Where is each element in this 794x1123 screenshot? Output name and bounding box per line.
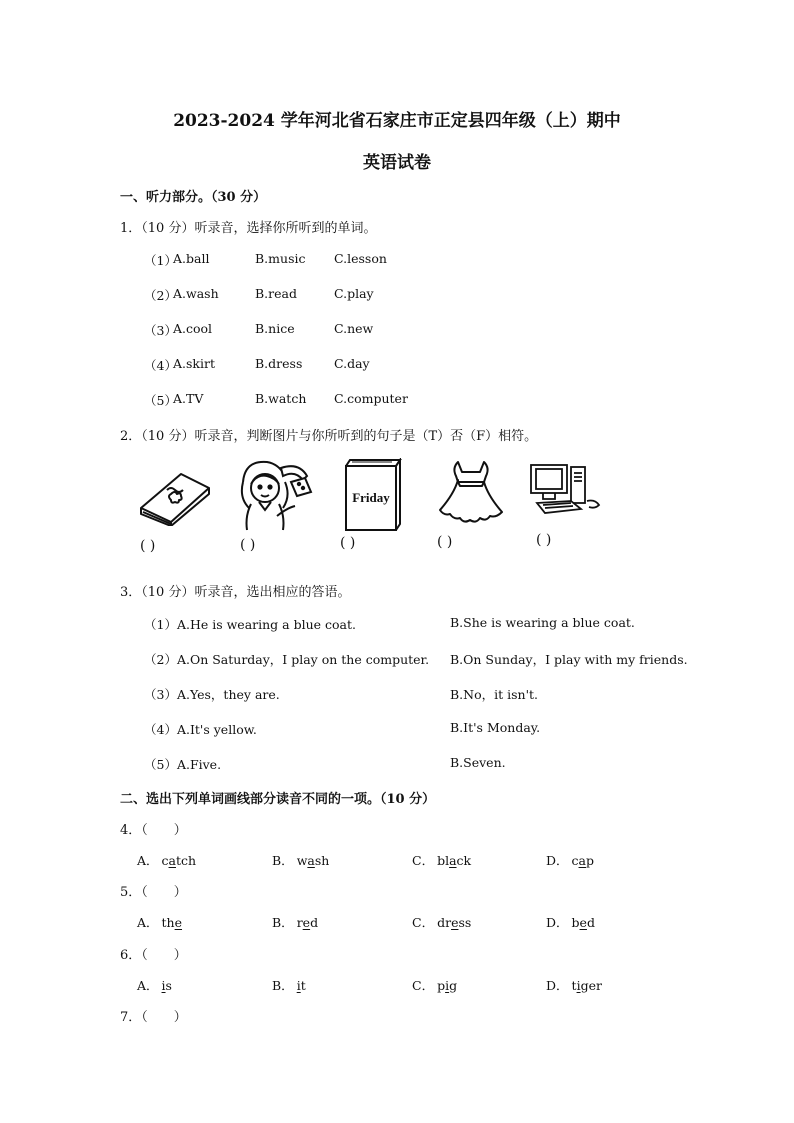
section2-heading: 二、选出下列单词画线部分读音不同的一项。（10 分） xyxy=(120,792,436,807)
dress-picture xyxy=(436,460,506,526)
word-option xyxy=(546,851,594,869)
underlined-letters: a xyxy=(168,853,176,868)
word-suffix: d xyxy=(586,915,595,930)
word-option xyxy=(546,976,602,994)
word-prefix: c xyxy=(571,853,579,868)
q1-option-c: C.new xyxy=(334,321,374,336)
underlined-letters: i xyxy=(445,978,450,993)
q3-option-a: （5）A.Five. xyxy=(144,757,222,772)
answer-bracket: ( ) xyxy=(536,532,552,548)
word-suffix: s xyxy=(165,978,172,993)
underlined-letters: a xyxy=(449,853,457,868)
word-suffix: t xyxy=(300,978,306,993)
q3-option-b: B.No，it isn't. xyxy=(450,687,539,702)
answer-bracket: ( ) xyxy=(437,534,453,550)
q1-option-c: C.lesson xyxy=(334,251,387,266)
word-prefix: c xyxy=(161,853,169,868)
page-title-line1: 2023-2024 学年河北省石家庄市正定县四年级（上）期中 xyxy=(173,111,621,131)
q1-item-number: （5） xyxy=(144,393,177,408)
word-option xyxy=(137,913,182,931)
word-option xyxy=(546,913,595,931)
word-prefix: w xyxy=(296,853,308,868)
q1-item-number: （3） xyxy=(144,323,177,338)
answer-bracket: ( ) xyxy=(240,537,256,553)
q1-stem: 1．（10 分）听录音，选择你所听到的单词。 xyxy=(120,221,377,236)
underlined-letters: i xyxy=(576,978,581,993)
underlined-letters: e xyxy=(174,915,183,930)
word-option xyxy=(272,913,318,931)
q1-item-number: （2） xyxy=(144,288,177,303)
question-number: 6．（ ） xyxy=(120,948,187,963)
underlined-letters: e xyxy=(451,915,459,930)
underlined-letters: a xyxy=(578,853,586,868)
q3-stem: 3．（10 分）听录音，选出相应的答语。 xyxy=(120,585,351,600)
q3-option-b: B.It's Monday. xyxy=(450,720,541,735)
word-suffix: ck xyxy=(456,853,472,868)
q1-option-a: A.TV xyxy=(173,391,204,406)
q1-option-b: B.dress xyxy=(255,356,303,371)
option-label: A． xyxy=(137,978,159,993)
word-option xyxy=(272,851,329,869)
option-label: B． xyxy=(272,915,294,930)
girl-on-phone-picture xyxy=(237,458,315,534)
question-number: 5．（ ） xyxy=(120,885,187,900)
word-prefix: b xyxy=(571,915,580,930)
option-label: C． xyxy=(412,915,435,930)
q3-option-a: （3）A.Yes，they are. xyxy=(144,687,280,702)
question-number: 7．（ ） xyxy=(120,1010,187,1025)
underlined-letters: a xyxy=(307,853,315,868)
answer-bracket: ( ) xyxy=(140,538,156,554)
calendar-day-text: Friday xyxy=(352,490,390,505)
question-number: 4．（ ） xyxy=(120,823,187,838)
q1-option-b: B.read xyxy=(255,286,297,301)
word-suffix: tch xyxy=(176,853,197,868)
q1-option-b: B.music xyxy=(255,251,306,266)
q1-item-number: （1） xyxy=(144,253,177,268)
q1-option-a: A.cool xyxy=(173,321,213,336)
underlined-letters: e xyxy=(302,915,311,930)
computer-picture xyxy=(527,461,607,517)
word-option xyxy=(412,976,457,994)
word-suffix: ss xyxy=(458,915,472,930)
q3-option-a: （4）A.It's yellow. xyxy=(144,722,257,737)
q2-stem: 2．（10 分）听录音，判断图片与你所听到的句子是（T）否（F）相符。 xyxy=(120,429,538,444)
q1-option-c: C.day xyxy=(334,356,370,371)
book-picture xyxy=(137,468,213,526)
q3-option-b: B.She is wearing a blue coat. xyxy=(450,615,635,630)
word-prefix: dr xyxy=(437,915,452,930)
calendar-picture xyxy=(342,458,404,532)
word-option xyxy=(137,976,172,994)
q1-option-a: A.wash xyxy=(173,286,219,301)
word-prefix: th xyxy=(161,915,175,930)
q1-option-c: C.computer xyxy=(334,391,408,406)
word-option xyxy=(272,976,306,994)
option-label: D． xyxy=(546,978,569,993)
q3-option-b: B.Seven. xyxy=(450,755,506,770)
word-prefix: t xyxy=(571,978,577,993)
option-label: D． xyxy=(546,853,569,868)
q1-option-b: B.nice xyxy=(255,321,295,336)
option-label: B． xyxy=(272,853,294,868)
option-label: A． xyxy=(137,915,159,930)
word-prefix: bl xyxy=(437,853,450,868)
option-label: A． xyxy=(137,853,159,868)
word-suffix: g xyxy=(449,978,458,993)
underlined-letters: i xyxy=(161,978,166,993)
answer-bracket: ( ) xyxy=(340,535,356,551)
q1-option-c: C.play xyxy=(334,286,374,301)
option-label: B． xyxy=(272,978,294,993)
q3-option-b: B.On Sunday，I play with my friends. xyxy=(450,652,688,667)
word-option xyxy=(412,913,471,931)
underlined-letters: e xyxy=(579,915,587,930)
word-option xyxy=(137,851,196,869)
q1-item-number: （4） xyxy=(144,358,177,373)
q3-option-a: （2）A.On Saturday，I play on the computer. xyxy=(144,652,430,667)
word-suffix: ger xyxy=(580,978,602,993)
word-suffix: p xyxy=(586,853,595,868)
q1-option-a: A.ball xyxy=(173,251,210,266)
underlined-letters: i xyxy=(296,978,301,993)
word-prefix: p xyxy=(437,978,446,993)
option-label: C． xyxy=(412,978,435,993)
q1-option-a: A.skirt xyxy=(173,356,215,371)
word-option xyxy=(412,851,471,869)
word-prefix: r xyxy=(296,915,303,930)
q3-option-a: （1）A.He is wearing a blue coat. xyxy=(144,617,356,632)
word-suffix: sh xyxy=(314,853,330,868)
option-label: D． xyxy=(546,915,569,930)
section1-heading: 一、听力部分。（30 分） xyxy=(120,190,267,205)
page-title-line2: 英语试卷 xyxy=(363,153,431,173)
word-suffix: d xyxy=(310,915,319,930)
option-label: C． xyxy=(412,853,435,868)
q1-option-b: B.watch xyxy=(255,391,307,406)
